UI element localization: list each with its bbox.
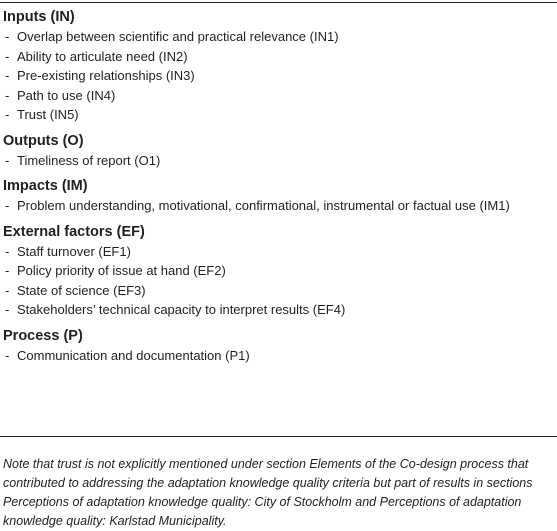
bullet-dash: -: [5, 243, 10, 259]
section-title: External factors (EF): [3, 223, 145, 240]
item-list: [0, 242, 557, 320]
section-process: [0, 326, 557, 366]
table-footnote: Note that trust is not explicitly mentioned under section Elements of the Co-design process that contributed to addressing the adaptation knowledge quality criteria but part of results in sections Perceptions of adaptation knowledge quality: City of Stockholm and Perceptions of adaptation knowledge quality: Karlstad Municipality.: [3, 456, 533, 528]
list-item: [0, 66, 557, 86]
list-item: [0, 151, 557, 171]
bullet-dash: -: [5, 302, 10, 317]
list-item: [0, 27, 557, 47]
bullet-dash: -: [5, 152, 10, 168]
section-inputs: [0, 7, 557, 125]
item-list: [0, 346, 557, 366]
bullet-dash: -: [5, 347, 10, 363]
item-text: Timeliness of report (O1): [17, 152, 161, 168]
item-text: State of science (EF3): [17, 282, 146, 298]
bullet-dash: -: [5, 107, 10, 122]
bullet-dash: -: [5, 263, 10, 278]
bullet-dash: -: [5, 29, 10, 44]
item-text: Communication and documentation (P1): [17, 347, 250, 363]
bullet-dash: -: [5, 282, 10, 298]
item-text: Staff turnover (EF1): [17, 243, 131, 259]
table-body: [0, 7, 557, 371]
section-impacts: [0, 176, 557, 216]
section-external-factors: [0, 222, 557, 320]
bullet-dash: -: [5, 87, 10, 103]
bottom-rule: [0, 436, 557, 437]
top-rule: [0, 2, 557, 3]
list-item: [0, 346, 557, 366]
section-title: Inputs (IN): [3, 9, 75, 25]
bullet-dash: -: [5, 48, 10, 64]
item-text: Trust (IN5): [17, 107, 79, 122]
item-text: Policy priority of issue at hand (EF2): [17, 263, 226, 278]
list-item: [0, 242, 557, 262]
item-list: [0, 27, 557, 125]
item-text: Overlap between scientific and practical relevance (IN1): [17, 29, 339, 44]
list-item: [0, 47, 557, 67]
bullet-dash: -: [5, 198, 10, 213]
bullet-dash: -: [5, 68, 10, 83]
item-text: Ability to articulate need (IN2): [17, 48, 188, 64]
list-item: [0, 86, 557, 106]
list-item: [0, 105, 557, 125]
list-item: [0, 196, 557, 216]
item-list: [0, 151, 557, 171]
section-title: Outputs (O): [3, 132, 84, 149]
item-text: Path to use (IN4): [17, 87, 116, 103]
item-text: Pre-existing relationships (IN3): [17, 68, 195, 83]
item-list: [0, 196, 557, 216]
list-item: [0, 300, 557, 320]
section-title: Process (P): [3, 327, 83, 344]
list-item: [0, 281, 557, 301]
section-outputs: [0, 131, 557, 171]
item-text: Stakeholders’ technical capacity to interpret results (EF4): [17, 302, 346, 317]
item-text: Problem understanding, motivational, confirmational, instrumental or factual use (IM1): [17, 198, 510, 213]
list-item: [0, 261, 557, 281]
section-title: Impacts (IM): [3, 178, 88, 194]
